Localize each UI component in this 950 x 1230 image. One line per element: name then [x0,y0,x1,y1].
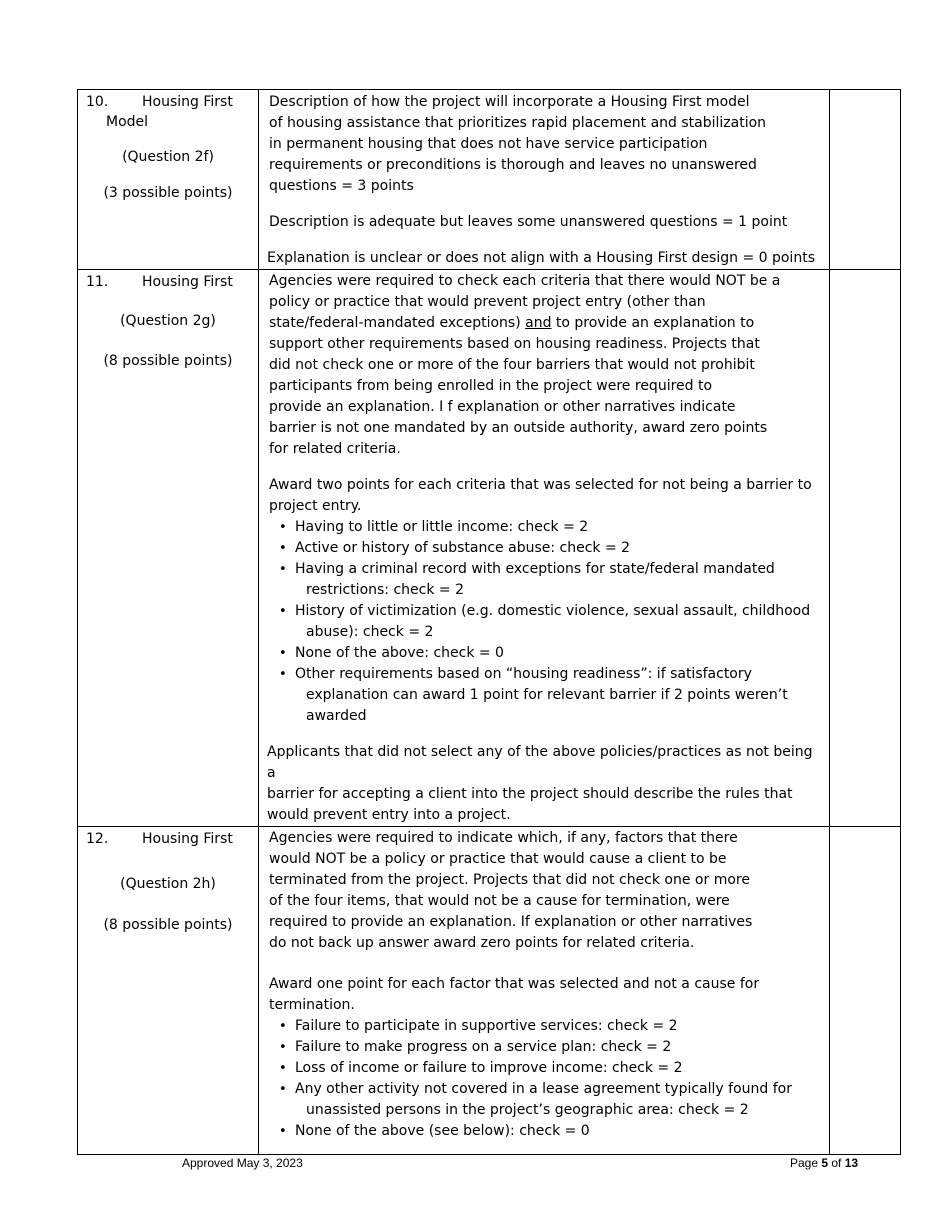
desc-line: did not check one or more of the four barriers that would not prohibit [269,357,755,373]
underlined-and: and [525,315,552,331]
unclear-criterion: Explanation is unclear or does not align with a Housing First design = 0 points [267,250,815,266]
list-item: • None of the above: check = 0 [277,643,819,664]
desc-line: support other requirements based on housing readiness. Projects that [269,336,760,352]
desc-line: required to provide an explanation. If explanation or other narratives [269,914,753,930]
desc-line: of the four items, that would not be a cause for termination, were [269,893,730,909]
row-number: 10. [86,94,109,110]
page-number: Page 5 of 13 [790,1156,859,1170]
desc-line: state/federal-mandated exceptions) and to provide an explanation to [269,315,755,331]
criteria-list [269,1016,819,1142]
list-item: • Loss of income or failure to improve income: check = 2 [277,1058,819,1079]
award-line: Award two points for each criteria that was selected for not being a barrier to [269,477,812,493]
desc-line: policy or practice that would prevent project entry (other than [269,294,706,310]
row-title-cont: Model [106,114,149,130]
scoring-table [77,89,901,1155]
approval-date: Approved May 3, 2023 [182,1156,303,1170]
desc-line: provide an explanation. I f explanation or other narratives indicate [269,399,736,415]
possible-points: (3 possible points) [103,185,233,201]
score-cell[interactable] [830,90,901,270]
description-cell [259,90,830,270]
question-ref: (Question 2g) [120,313,216,329]
description-cell [259,270,830,827]
criteria-cell [78,270,259,827]
desc-line: would NOT be a policy or practice that would cause a client to be [269,851,727,867]
desc-line: requirements or preconditions is thorough and leaves no unanswered [269,157,757,173]
desc-line: Description of how the project will incorporate a Housing First model [269,94,750,110]
desc-line: for related criteria. [269,441,401,457]
possible-points: (8 possible points) [103,353,233,369]
row-title: Housing First [142,831,233,847]
row-title: Housing First [142,94,233,110]
score-cell[interactable] [830,827,901,1155]
list-item: • Failure to make progress on a service plan: check = 2 [277,1037,819,1058]
table-row [78,827,901,1155]
award-line: project entry. [269,498,362,514]
list-item: • Active or history of substance abuse: check = 2 [277,538,819,559]
question-ref: (Question 2h) [120,876,216,892]
desc-line: do not back up answer award zero points for related criteria. [269,935,695,951]
note-line: would prevent entry into a project. [267,807,511,823]
criteria-cell [78,827,259,1155]
list-item: • History of victimization (e.g. domestic violence, sexual assault, childhood abuse): check = 2 [277,601,819,643]
desc-line: of housing assistance that prioritizes rapid placement and stabilization [269,115,767,131]
desc-line: participants from being enrolled in the project were required to [269,378,713,394]
list-item: • Having a criminal record with exceptions for state/federal mandated restrictions: check = 2 [277,559,819,601]
list-item: • Any other activity not covered in a lease agreement typically found for unassisted persons in the project’s geographic area: check = 2 [277,1079,819,1121]
score-cell[interactable] [830,270,901,827]
table-row [78,90,901,270]
row-title: Housing First [142,274,233,290]
description-cell [259,827,830,1155]
desc-line: in permanent housing that does not have service participation [269,136,708,152]
row-number: 11. [86,274,109,290]
desc-line: barrier is not one mandated by an outside authority, award zero points [269,420,768,436]
possible-points: (8 possible points) [103,917,233,933]
desc-line: Agencies were required to indicate which, if any, factors that there [269,830,738,846]
list-item: • Other requirements based on “housing readiness”: if satisfactory explanation can award 1 point for relevant barrier if 2 points weren’t awarded [277,664,819,727]
table-row [78,270,901,827]
note-line: Applicants that did not select any of the above policies/practices as not being a [267,744,813,781]
row-number: 12. [86,831,109,847]
award-line: termination. [269,997,355,1013]
list-item: • Failure to participate in supportive services: check = 2 [277,1016,819,1037]
criteria-cell [78,90,259,270]
list-item: • None of the above (see below): check = 0 [277,1121,819,1142]
desc-line: Agencies were required to check each criteria that there would NOT be a [269,273,781,289]
award-line: Award one point for each factor that was selected and not a cause for [269,976,760,992]
note-line: barrier for accepting a client into the project should describe the rules that [267,786,793,802]
adequate-criterion: Description is adequate but leaves some unanswered questions = 1 point [269,214,788,230]
list-item: • Having to little or little income: check = 2 [277,517,819,538]
question-ref: (Question 2f) [122,149,214,165]
desc-line: terminated from the project. Projects that did not check one or more [269,872,750,888]
criteria-list [269,517,819,727]
desc-line: questions = 3 points [269,178,414,194]
